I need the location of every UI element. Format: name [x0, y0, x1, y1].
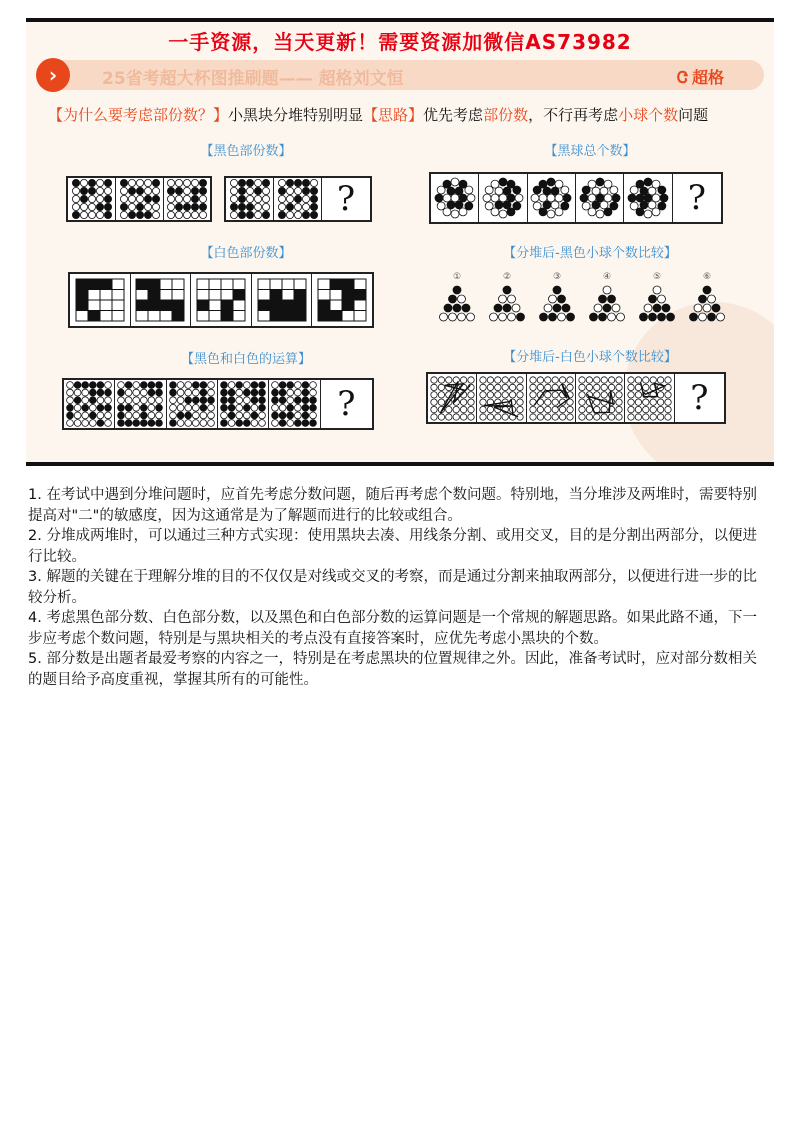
- dot-grid-figure: [168, 381, 216, 427]
- lined-dot-figure: [577, 375, 623, 421]
- brand-icon: Ꮳ: [676, 68, 688, 87]
- dot-grid-figure: [277, 179, 319, 219]
- dot-grid-figure: [119, 179, 161, 219]
- question-mark: ?: [687, 178, 706, 218]
- figure-cell: [528, 174, 576, 222]
- option-number-row: [432, 272, 732, 282]
- question-mark: ?: [337, 384, 356, 424]
- figure-cell: [625, 374, 674, 422]
- idea-post: 问题: [678, 106, 709, 124]
- dot-grid-figure: [270, 381, 318, 427]
- figure-cell: [167, 380, 218, 428]
- figure-cell: [479, 174, 527, 222]
- dot-grid-figure: [229, 179, 271, 219]
- figure-cell: [431, 174, 479, 222]
- option-number: ⑥: [702, 272, 712, 282]
- hex-dot-figure: [578, 175, 622, 221]
- course-title: 25省考超大杯图推刷题—— 超格刘文恒: [102, 69, 404, 89]
- puzzle-strip-black-total: [429, 172, 723, 224]
- lecture-slide: [26, 18, 774, 466]
- answer-cell: [321, 380, 372, 428]
- dot-grid-figure: [65, 381, 113, 427]
- section-label-ops: 【黑色和白色的运算】: [180, 352, 311, 367]
- hex-dot-figure: [433, 175, 477, 221]
- figure-cell: [428, 374, 477, 422]
- figure-cell: [312, 274, 372, 326]
- option-number: ⑤: [652, 272, 662, 282]
- question-mark: ?: [336, 179, 356, 219]
- square-grid-figure: [75, 278, 125, 322]
- hex-dot-figure: [626, 175, 670, 221]
- puzzle-strip-black-parts-b: [224, 176, 372, 222]
- figure-cell: [274, 178, 322, 220]
- option-number: ②: [502, 272, 512, 282]
- lined-dot-figure: [626, 375, 672, 421]
- figure-cell: [191, 274, 252, 326]
- section-label-white-parts: 【白色部份数】: [200, 246, 292, 261]
- answer-cell: [322, 178, 370, 220]
- figure-cell: [115, 380, 166, 428]
- resource-banner: 一手资源，当天更新！需要资源加微信AS73982: [168, 30, 632, 54]
- section-label-black-total: 【黑球总个数】: [544, 144, 636, 159]
- section-label-black-parts: 【黑色部份数】: [200, 144, 292, 159]
- hex-dot-figure: [529, 175, 573, 221]
- lined-dot-figure: [478, 375, 524, 421]
- question-line: [48, 104, 708, 125]
- figure-cell: [64, 380, 115, 428]
- triangle-dot-figures: [432, 284, 732, 326]
- lined-dot-figure: [528, 375, 574, 421]
- play-arrow-icon[interactable]: ›: [36, 58, 70, 92]
- option-number: ③: [552, 272, 562, 282]
- figure-cell: [131, 274, 192, 326]
- notes-list: [28, 485, 768, 690]
- figure-cell: [527, 374, 576, 422]
- square-grid-figure: [196, 278, 246, 322]
- square-grid-figure: [135, 278, 185, 322]
- figure-cell: [164, 178, 210, 220]
- dot-grid-figure: [219, 381, 267, 427]
- dot-grid-figure: [116, 381, 164, 427]
- question-tag: 【为什么要考虑部份数？】: [48, 106, 229, 124]
- lined-dot-figure: [429, 375, 475, 421]
- figure-cell: [226, 178, 274, 220]
- figure-cell: [269, 380, 320, 428]
- figure-cell: [477, 374, 526, 422]
- hex-dot-figure: [481, 175, 525, 221]
- figure-cell: [576, 174, 624, 222]
- answer-cell: [675, 374, 724, 422]
- question-text: 小黑块分堆特别明显: [228, 106, 364, 124]
- note-item: 3. 解题的关键在于理解分堆的目的不仅仅是对线或交叉的考察，而是通过分割来抽取两部分，以便进行进一步的比较分析。: [28, 569, 757, 606]
- dot-grid-figure: [166, 179, 208, 219]
- figure-cell: [116, 178, 164, 220]
- idea-highlight-count: 小球个数: [618, 106, 679, 124]
- note-item: 2. 分堆成两堆时，可以通过三种方式实现：使用黑块去凑、用线条分割、或用交叉，目的是分割出两部分，以便进行比较。: [28, 528, 757, 565]
- note-item: 1. 在考试中遇到分堆问题时，应首先考虑分数问题，随后再考虑个数问题。特别地，当分堆涉及两堆时，需要特别提高对"二"的敏感度，因为这通常是为了解题而进行的比较或组合。: [28, 487, 757, 524]
- puzzle-strip-white-parts: [68, 272, 374, 328]
- option-number: ④: [602, 272, 612, 282]
- idea-pre: 优先考虑: [423, 106, 484, 124]
- note-item: 5. 部分数是出题者最爱考察的内容之一，特别是在考虑黑块的位置规律之外。因此，准备考试时，应对部分数相关的题目给予高度重视，掌握其所有的可能性。: [28, 651, 757, 688]
- puzzle-strip-black-parts-a: [66, 176, 212, 222]
- idea-tag: 【思路】: [363, 106, 424, 124]
- figure-cell: [218, 380, 269, 428]
- figure-cell: [576, 374, 625, 422]
- dot-grid-figure: [71, 179, 113, 219]
- square-grid-figure: [257, 278, 307, 322]
- square-grid-figure: [317, 278, 367, 322]
- note-item: 4. 考虑黑色部分数、白色部分数，以及黑色和白色部分数的运算问题是一个常规的解题思路。如果此路不通，下一步应考虑个数问题，特别是与黑块相关的考点没有直接答案时，应优先考虑小黑块的个数。: [28, 610, 757, 647]
- figure-cell: [70, 274, 131, 326]
- course-title-bar: [36, 60, 764, 90]
- section-label-compare-white: 【分堆后-白色小球个数比较】: [503, 350, 677, 365]
- brand-logo: [677, 65, 724, 88]
- idea-highlight-parts: 部份数: [483, 106, 529, 124]
- puzzle-strip-ops: [62, 378, 374, 430]
- figure-cell: [68, 178, 116, 220]
- idea-mid: ，不行再考虑: [528, 106, 619, 124]
- figure-cell: [252, 274, 313, 326]
- option-number: ①: [452, 272, 462, 282]
- question-mark: ?: [690, 378, 709, 418]
- figure-cell: [624, 174, 672, 222]
- answer-cell: [673, 174, 721, 222]
- section-label-compare-black: 【分堆后-黑色小球个数比较】: [503, 246, 677, 261]
- puzzle-strip-compare-white: [426, 372, 726, 424]
- brand-name: 超格: [691, 68, 724, 87]
